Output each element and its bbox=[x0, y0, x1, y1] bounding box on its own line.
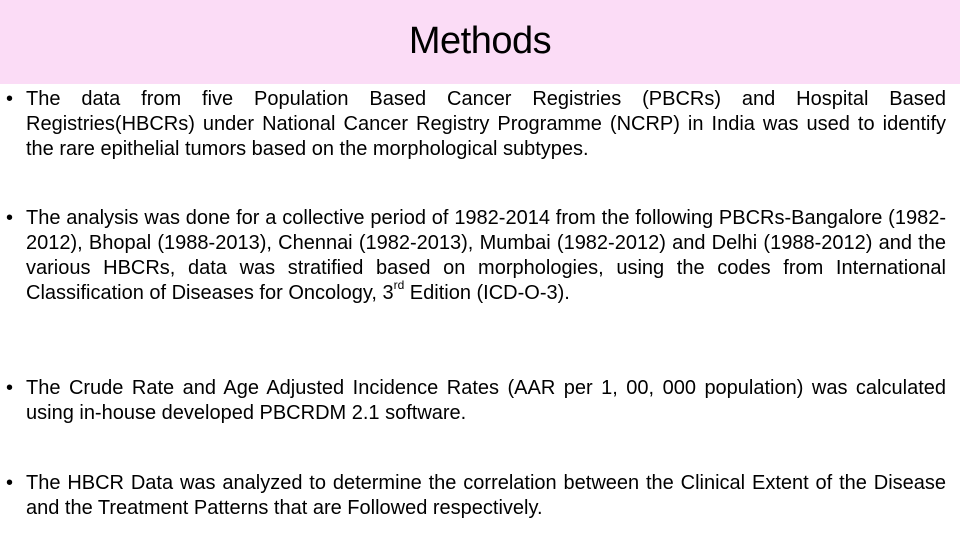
bullet-text: The HBCR Data was analyzed to determine the correlation between the Clinical Extent of the Disease and the Treatment Patterns that are Followed respectively. bbox=[26, 472, 946, 519]
bullet-text bbox=[26, 206, 946, 306]
bullet-marker: • bbox=[6, 472, 14, 494]
bullet-text-part: Edition (ICD-O-3). bbox=[404, 282, 570, 304]
bullet-marker: • bbox=[6, 377, 14, 399]
bullet-item bbox=[6, 87, 946, 162]
bullet-marker: • bbox=[6, 207, 14, 229]
slide-title: Methods bbox=[408, 20, 552, 62]
bullet-item bbox=[6, 471, 946, 521]
bullet-marker: • bbox=[6, 88, 14, 110]
bullet-item bbox=[6, 376, 946, 426]
bullet-item bbox=[6, 206, 946, 306]
bullet-text-part: The analysis was done for a collective period of 1982-2014 from the following PBCRs-Bangalore (1982-2012), Bhopal (1988-2013), Chennai (1982-2013), Mumbai (1982-2012) and Delhi (1988-2012) and the various HBCRs, data was stratified based on morphologies, using the codes from International Classification of Diseases for Oncology, 3 bbox=[26, 207, 946, 304]
bullet-text: The data from five Population Based Cancer Registries (PBCRs) and Hospital Based Registries(HBCRs) under National Cancer Registry Programme (NCRP) in India was used to identify the rare epithelial tumors based on the morphological subtypes. bbox=[26, 88, 946, 160]
ordinal-superscript: rd bbox=[393, 278, 405, 293]
title-bar bbox=[0, 0, 960, 84]
bullet-list bbox=[0, 84, 960, 540]
bullet-text: The Crude Rate and Age Adjusted Incidence Rates (AAR per 1, 00, 000 population) was calculated using in-house developed PBCRDM 2.1 software. bbox=[26, 377, 946, 424]
